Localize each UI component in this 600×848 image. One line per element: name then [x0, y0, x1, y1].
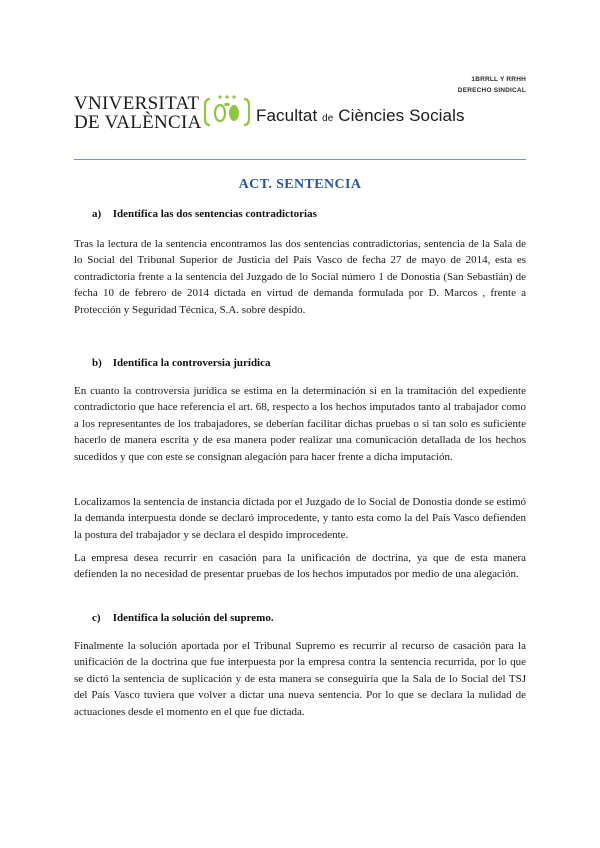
section-a-paragraph-1: Tras la lectura de la sentencia encontramos las dos sentencias contradictorias, sentencia de la Sala de lo Social del Tribunal Superior de Justicia del País Vasco de fecha 27 de mayo de 2014, esta es contradictoria frente a la sentencia del Juzgado de lo Social número 1 de Donostia (San Sebastián) de fecha 10 de febrero de 2014 dictada en virtud de demanda formulada por D. Marcos , frente a Protección y Seguridad Técnica, S.A. sobre despido. — [74, 238, 526, 316]
section-c-title: Identifica la solución del supremo. — [112, 612, 274, 624]
section-b-heading — [92, 357, 271, 369]
university-name-line1: VNIVERSITAT — [74, 93, 200, 114]
faculty-name-part2: Ciències Socials — [333, 106, 465, 125]
faculty-name — [256, 106, 465, 126]
section-b-paragraph-1: En cuanto la controversia jurídica se estima en la determinación si en la tramitación del expediente contradictorio que hace referencia el art. 68, respecto a los hechos imputados tanto al trabajador como a los representantes de los trabajadores, se deberían facilitar dichas pruebas o si tan solo es suficiente hacerlo de manera escrita y de esa manera poder realizar una comunicación detallada de los hechos sucedidos y que con este se consignan alegación para hacer frente a dicha imputación. — [74, 385, 526, 463]
section-b-title: Identifica la controversia jurídica — [112, 357, 271, 369]
document-title: ACT. SENTENCIA — [238, 177, 362, 192]
section-c-label: c) — [92, 612, 101, 624]
section-b-label: b) — [92, 357, 102, 369]
faculty-name-part1: Facultat — [256, 106, 323, 125]
section-c-heading — [92, 612, 274, 624]
university-name-line2: DE VALÈNCIA — [74, 112, 202, 133]
faculty-name-de: de — [322, 113, 334, 124]
header-divider — [74, 159, 526, 160]
university-logo — [74, 94, 202, 132]
section-a-heading — [92, 208, 317, 220]
course-code: 1BRRLL Y RRHH — [471, 76, 526, 83]
section-b-paragraph-3: La empresa desea recurrir en casación para la unificación de doctrina, ya que de esta manera defienden la no necesidad de presentar pruebas de los hechos imputados por medio de una alegación. — [74, 552, 526, 581]
section-a-label: a) — [92, 208, 102, 220]
section-b-paragraph-2: Localizamos la sentencia de instancia dictada por el Juzgado de lo Social de Donostia donde se estimó la demanda interpuesta donde se declaró improcedente, y tanto esta como la del País Vasco defienden la postura del trabajador y se declara el despido improcedente. — [74, 496, 526, 541]
section-c-paragraph-1: Finalmente la solución aportada por el Tribunal Supremo es recurrir al recurso de casación para la unificación de la doctrina que fue interpuesta por la empresa contra la sentencia recurrida, por lo que se dictó la sentencia de suplicación y de esta manera se conseguiría que la Sala de lo Social del TSJ del País Vasco tuviera que volver a dictar una nueva sentencia. Por lo que se declara la nulidad de actuaciones desde el momento en el que fue dictada. — [74, 640, 526, 718]
section-a-title: Identifica las dos sentencias contradictorias — [112, 208, 317, 220]
course-subject: DERECHO SINDICAL — [457, 87, 526, 94]
faculty-emblem-icon — [204, 93, 250, 131]
institution-header — [74, 90, 534, 140]
